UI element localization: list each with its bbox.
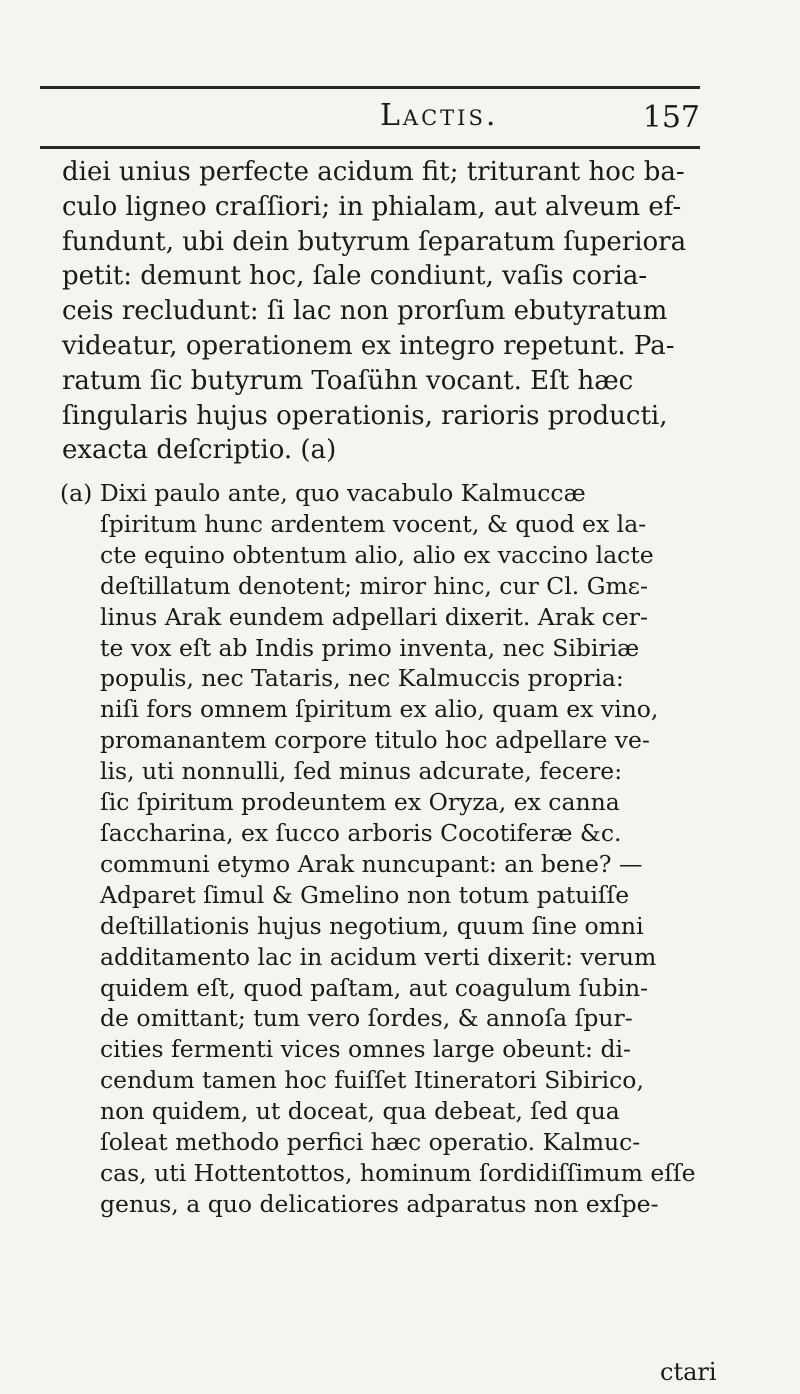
footnote-line: deſtillatum denotent; miror hinc, cur Cl. Gmε-: [100, 571, 648, 600]
footnote-line: cendum tamen hoc fuiſſet Itineratori Sibirico,: [100, 1066, 644, 1095]
footnote-line: quidem eſt, quod paſtam, aut coagulum ſubin-: [100, 973, 649, 1002]
footnote: [60, 478, 720, 1220]
footnote-line: additamento lac in acidum verti dixerit: verum: [100, 942, 657, 971]
page-number: 157: [642, 100, 700, 135]
text-line: ceis recludunt: ſi lac non prorſum ebutyratum: [62, 296, 668, 327]
text-line: culo ligneo craſſiori; in phialam, aut alveum ef-: [62, 191, 682, 222]
top-rule: [40, 86, 700, 89]
footnote-line: populis, nec Tataris, nec Kalmuccis propria:: [100, 664, 624, 693]
footnote-line: (a) Dixi paulo ante, quo vacabulo Kalmuccæ: [60, 479, 586, 507]
footnote-line: communi etymo Arak nuncupant: an bene? —: [100, 849, 643, 878]
footnote-line: cte equino obtentum alio, alio ex vaccino lacte: [100, 540, 654, 569]
text-line: petit: demunt hoc, ſale condiunt, vaſis coria-: [62, 261, 648, 292]
footnote-line: de omittant; tum vero ſordes, & annoſa ſpur-: [100, 1004, 633, 1033]
footnote-line: deſtillationis hujus negotium, quum ſine omni: [100, 911, 644, 940]
footnote-line: ſaccharina, ex ſucco arboris Cocotiferæ &c.: [100, 818, 622, 847]
footnote-line: te vox eſt ab Indis primo inventa, nec Sibiriæ: [100, 633, 640, 662]
text-line: videatur, operationem ex integro repetunt. Pa-: [62, 330, 675, 361]
text-line: ſingularis hujus operationis, rarioris producti,: [62, 400, 668, 431]
footnote-line: cas, uti Hottentottos, hominum ſordidiſſimum eſſe: [100, 1158, 696, 1187]
main-paragraph: [62, 155, 712, 468]
page-header: [60, 98, 700, 144]
footnote-line: Adparet ſimul & Gmelino non totum patuiſſe: [100, 880, 630, 909]
text-line: exacta deſcriptio. (a): [62, 435, 337, 466]
text-line: diei unius perfecte acidum fit; triturant hoc ba-: [62, 157, 685, 187]
running-head: Lactis.: [380, 98, 499, 133]
header-rule: [40, 146, 700, 149]
text-line: fundunt, ubi dein butyrum ſeparatum ſuperiora: [62, 226, 687, 257]
footnote-line: niſi fors omnem ſpiritum ex alio, quam ex vino,: [100, 695, 659, 724]
footnote-line: genus, a quo delicatiores adparatus non exſpe-: [100, 1189, 659, 1218]
footnote-line: non quidem, ut doceat, qua debeat, ſed qua: [100, 1097, 620, 1126]
footnote-line: promanantem corpore titulo hoc adpellare ve-: [100, 726, 650, 755]
footnote-line: ſpiritum hunc ardentem vocent, & quod ex la-: [100, 509, 647, 538]
footnote-line: cities fermenti vices omnes large obeunt: di-: [100, 1035, 631, 1064]
footnote-line: lis, uti nonnulli, ſed minus adcurate, fecere:: [100, 757, 623, 786]
footnote-line: ſoleat methodo perfici hæc operatio. Kalmuc-: [100, 1128, 641, 1157]
text-line: ratum ſic butyrum Toaſühn vocant. Eſt hæc: [62, 365, 634, 396]
catchword: ctari: [660, 1358, 717, 1386]
footnote-line: ſic ſpiritum prodeuntem ex Oryza, ex canna: [100, 788, 620, 817]
footnote-line: linus Arak eundem adpellari dixerit. Arak cer-: [100, 602, 648, 631]
